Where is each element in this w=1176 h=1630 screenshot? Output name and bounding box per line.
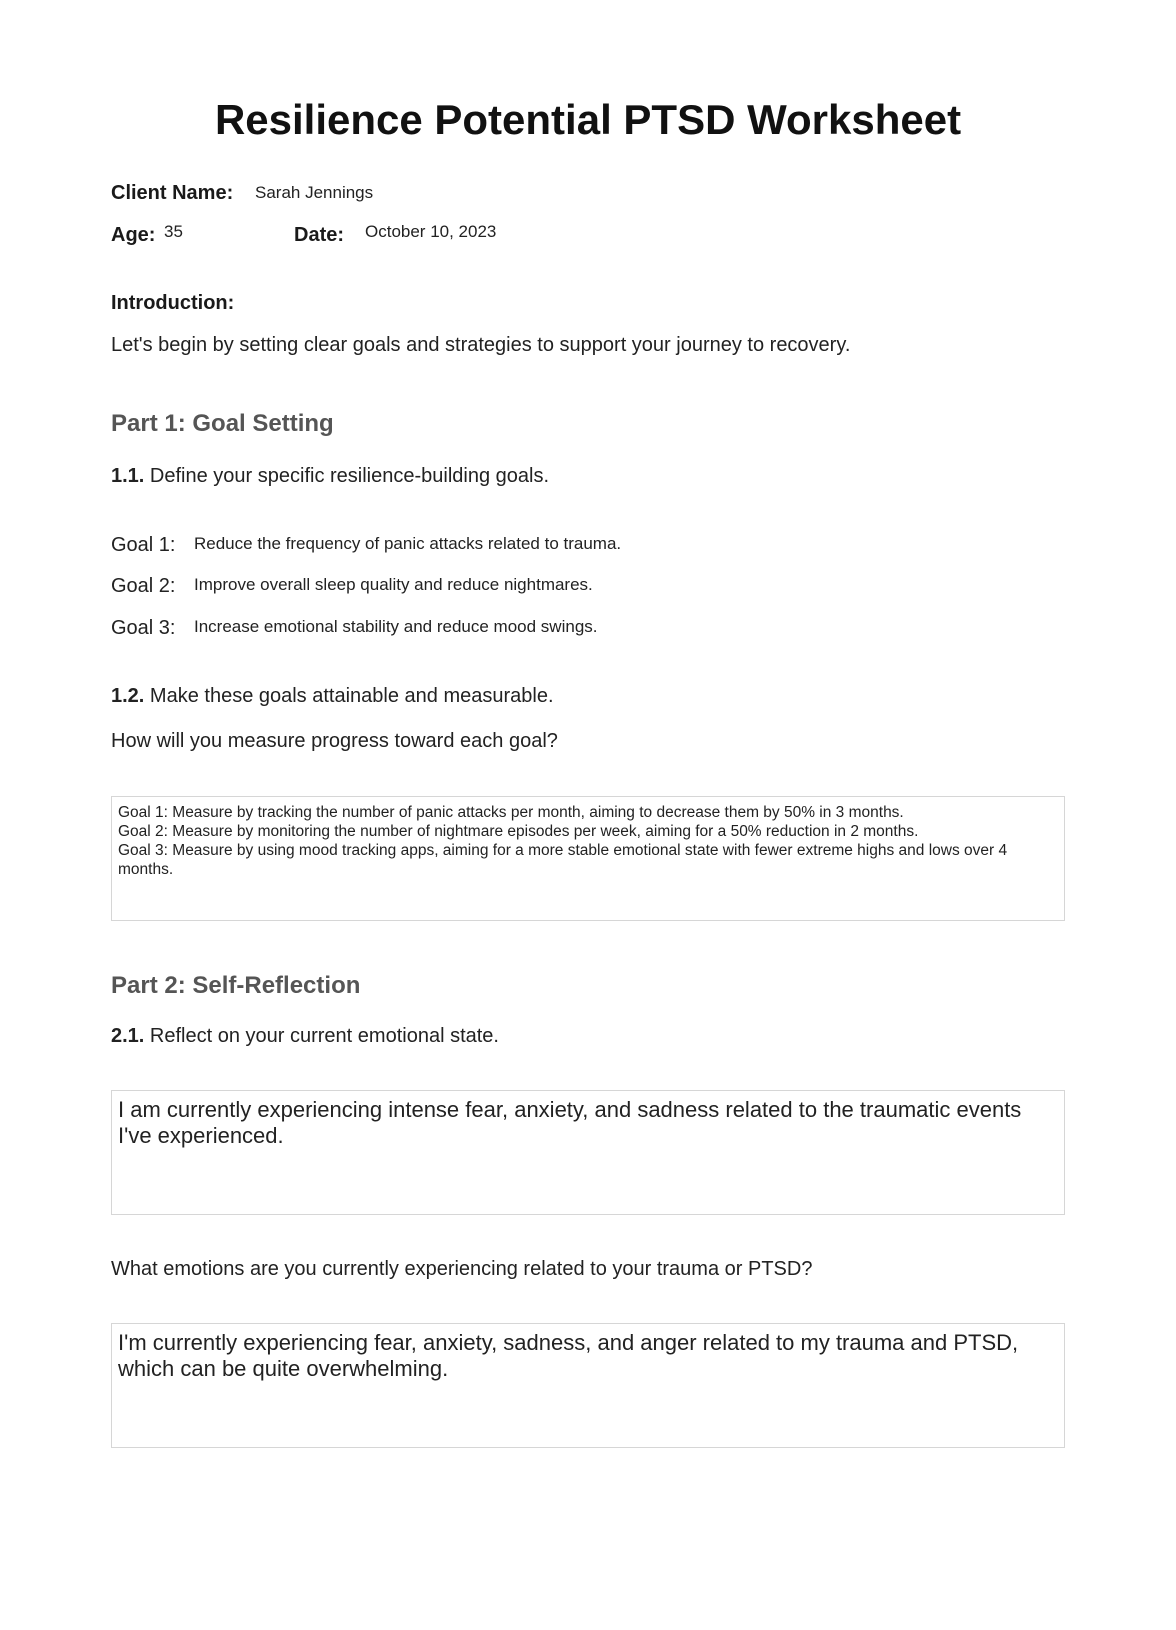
q-text: Make these goals attainable and measurable.	[149, 685, 554, 707]
question-2-1	[111, 1025, 499, 1048]
answer-text: I am currently experiencing intense fear, anxiety, and sadness related to the traumatic events I've experienced.	[118, 1097, 1022, 1148]
answer-line: Goal 1: Measure by tracking the number of panic attacks per month, aiming to decrease them by 50% in 3 months.	[118, 804, 904, 821]
goal-3-label: Goal 3:	[111, 617, 176, 639]
date-value: October 10, 2023	[365, 222, 497, 241]
date-label: Date:	[294, 224, 345, 246]
goal-3-text: Increase emotional stability and reduce mood swings.	[194, 617, 598, 636]
question-1-1	[111, 465, 549, 488]
q-number: 1.2.	[111, 685, 145, 707]
page-title: Resilience Potential PTSD Worksheet	[214, 96, 962, 143]
client-name-value: Sarah Jennings	[255, 183, 374, 202]
goal-2-label: Goal 2:	[111, 575, 176, 597]
measure-answer-box[interactable]	[111, 796, 1065, 921]
answer-line: Goal 2: Measure by monitoring the number of nightmare episodes per week, aiming for a 50% reduction in 2 months.	[118, 823, 919, 840]
measure-prompt: How will you measure progress toward each goal?	[111, 730, 558, 752]
client-name-label: Client Name:	[111, 182, 234, 204]
emotions-prompt: What emotions are you currently experiencing related to your trauma or PTSD?	[111, 1258, 813, 1280]
goal-2-text: Improve overall sleep quality and reduce nightmares.	[194, 575, 593, 594]
q-number: 2.1.	[111, 1025, 145, 1047]
emotional-state-answer-box[interactable]	[111, 1090, 1065, 1215]
question-1-2	[111, 685, 554, 708]
part1-heading: Part 1: Goal Setting	[111, 410, 334, 437]
part2-heading: Part 2: Self-Reflection	[111, 972, 361, 999]
emotions-answer-box[interactable]	[111, 1323, 1065, 1448]
q-text: Define your specific resilience-building goals.	[149, 465, 550, 487]
goal-1-text: Reduce the frequency of panic attacks related to trauma.	[194, 534, 622, 553]
intro-text: Let's begin by setting clear goals and strategies to support your journey to recovery.	[111, 334, 851, 356]
intro-heading: Introduction:	[111, 292, 235, 314]
q-number: 1.1.	[111, 465, 145, 487]
goal-1-label: Goal 1:	[111, 534, 176, 556]
answer-text: I'm currently experiencing fear, anxiety, sadness, and anger related to my trauma and PTSD, which can be quite overwhelming.	[118, 1330, 1019, 1381]
q-text: Reflect on your current emotional state.	[149, 1025, 499, 1047]
answer-line: Goal 3: Measure by using mood tracking apps, aiming for a more stable emotional state with fewer extreme highs and lows over 4 months.	[118, 842, 1008, 878]
age-value: 35	[164, 222, 183, 241]
age-label: Age:	[111, 224, 156, 246]
